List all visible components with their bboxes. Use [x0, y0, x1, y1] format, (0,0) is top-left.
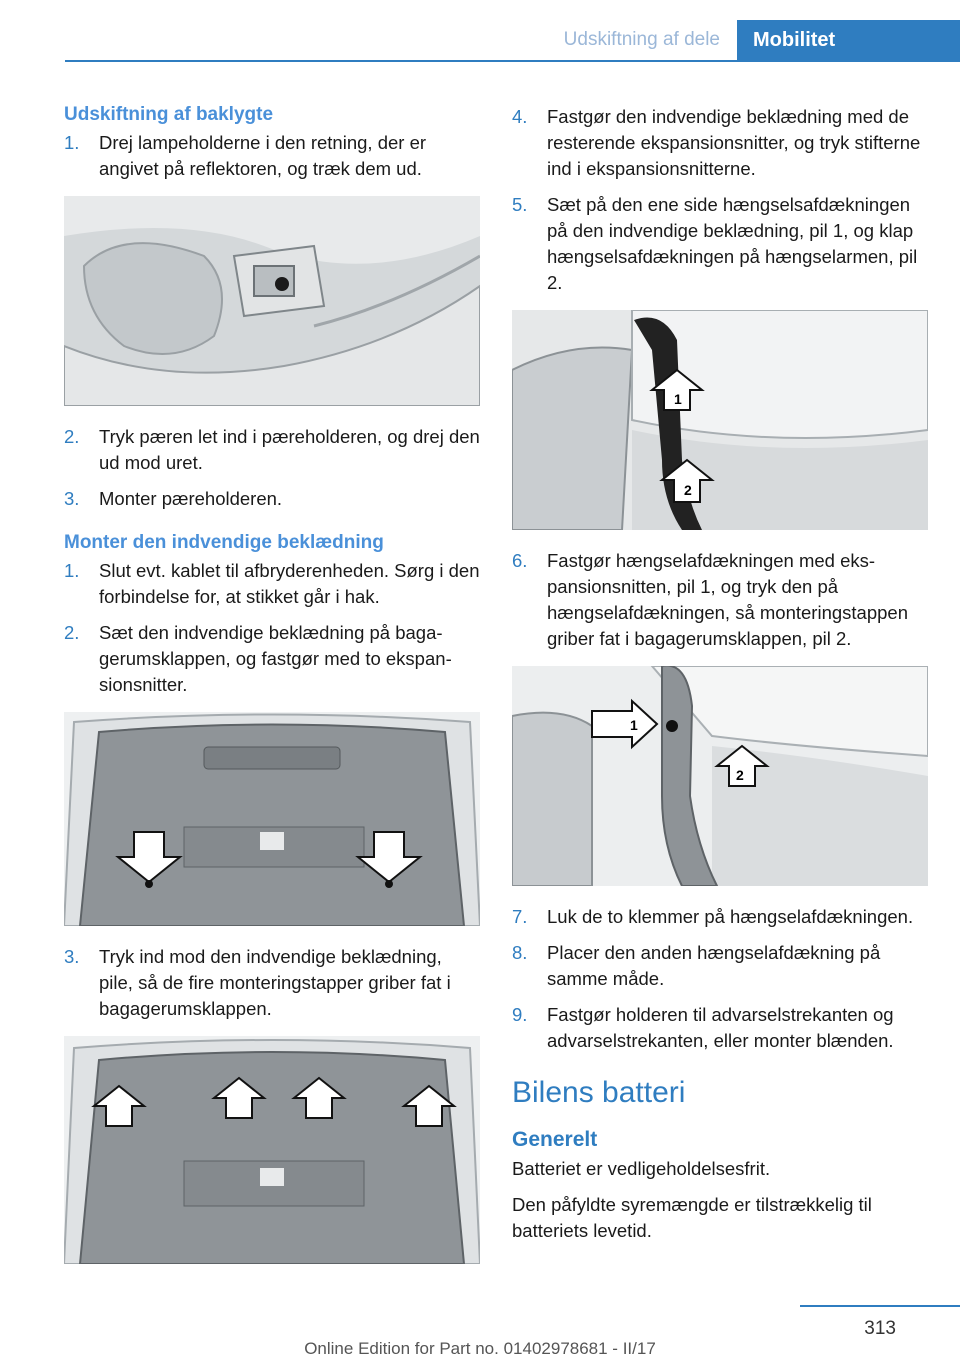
step-text: Tryk pæren let ind i pæreholderen, og drej den ud mod uret.	[99, 426, 480, 473]
paragraph: Den påfyldte syremængde er tilstrækkelig til batteriets levetid.	[512, 1194, 872, 1241]
page-number: 313	[864, 1318, 896, 1339]
edition-footer: Online Edition for Part no. 01402978681 - II/17	[304, 1339, 656, 1358]
steps-list-press-trim	[64, 944, 480, 1022]
arrow-label-1: 1	[674, 391, 682, 407]
step-text: Sæt den indvendige beklædning på bagagerumsklappen, og fastgør med to ekspansionsnitter.	[99, 622, 452, 695]
list-item	[64, 424, 480, 476]
paragraph: Batteriet er vedligeholdelsesfrit.	[512, 1158, 771, 1179]
footer-rule	[800, 1305, 960, 1307]
step-text: Placer den anden hængselafdækning på samme måde.	[547, 942, 881, 989]
step-text: Sæt på den ene side hængselsafdækningen på den indvendige beklædning, pil 1, og klap hængselsafdækningen på hængselarmen, pil 2.	[547, 194, 918, 293]
step-number: 5.	[512, 194, 528, 215]
list-item	[512, 548, 928, 652]
list-item	[512, 192, 928, 296]
list-item	[512, 904, 928, 930]
figure-tailgate-lamp-holder	[64, 196, 480, 406]
figure-hinge-cover-attach	[512, 310, 928, 530]
step-number: 6.	[512, 550, 528, 571]
step-number: 3.	[64, 946, 80, 967]
step-number: 4.	[512, 106, 528, 127]
step-number: 2.	[64, 426, 80, 447]
steps-list-reversing-light	[64, 130, 480, 182]
steps-list-fasten-trim	[512, 104, 928, 296]
steps-list-finish	[512, 904, 928, 1054]
arrow-label-2: 2	[684, 482, 692, 498]
step-text: Fastgør hængselafdækningen med ekspansionsnitten, pil 1, og tryk den på hængselafdækningen, så monteringstappen griber fat i bagagerumsklappen, pil 2.	[547, 550, 908, 649]
step-number: 1.	[64, 132, 80, 153]
step-number: 9.	[512, 1004, 528, 1025]
heading-mount-trim: Monter den indvendige beklædning	[64, 532, 384, 553]
figure-trim-four-arrows	[64, 1036, 480, 1264]
header-section-title: Udskiftning af dele	[563, 29, 720, 50]
subsection-title-general: Generelt	[512, 1128, 598, 1151]
list-item	[64, 944, 480, 1022]
step-text: Fastgør holderen til advarselstrekanten og advarselstrekanten, eller monter blænden.	[547, 1004, 894, 1051]
step-text: Tryk ind mod den indvendige beklædning, pile, så de fire monteringstapper griber fat i bagagerumsklappen.	[99, 946, 451, 1019]
step-number: 2.	[64, 622, 80, 643]
steps-list-bulb	[64, 424, 480, 512]
steps-list-mount-trim	[64, 558, 480, 698]
step-number: 7.	[512, 906, 528, 927]
figure-hinge-cover-rivet	[512, 666, 928, 886]
figure-trim-two-arrows	[64, 712, 480, 926]
list-item	[64, 486, 480, 512]
step-number: 1.	[64, 560, 80, 581]
list-item	[64, 130, 480, 182]
step-text: Monter pæreholderen.	[99, 488, 283, 509]
list-item	[512, 940, 928, 992]
step-text: Drej lampeholderne i den retning, der er angivet på reflektoren, og træk dem ud.	[99, 132, 427, 179]
step-text: Slut evt. kablet til afbryderenheden. Sørg i den forbindelse for, at stikket går i hak.	[99, 560, 480, 607]
left-column	[64, 104, 480, 1282]
list-item	[512, 1002, 928, 1054]
section-title-battery: Bilens batteri	[512, 1076, 686, 1109]
list-item	[512, 104, 928, 182]
steps-list-fasten-hinge-cover	[512, 548, 928, 652]
step-text: Fastgør den indvendige beklædning med de resterende ekspansionsnitter, og tryk stifterne ind i ekspansionsnitterne.	[547, 106, 921, 179]
list-item	[64, 558, 480, 610]
arrow-label-2: 2	[736, 767, 744, 783]
arrow-label-1: 1	[630, 717, 638, 733]
step-text: Luk de to klemmer på hængselafdækningen.	[547, 906, 914, 927]
step-number: 8.	[512, 942, 528, 963]
step-number: 3.	[64, 488, 80, 509]
list-item	[64, 620, 480, 698]
header-chapter-tab: Mobilitet	[737, 20, 960, 62]
heading-replace-reversing-light: Udskiftning af baklygte	[64, 104, 274, 125]
right-column	[512, 104, 928, 1254]
